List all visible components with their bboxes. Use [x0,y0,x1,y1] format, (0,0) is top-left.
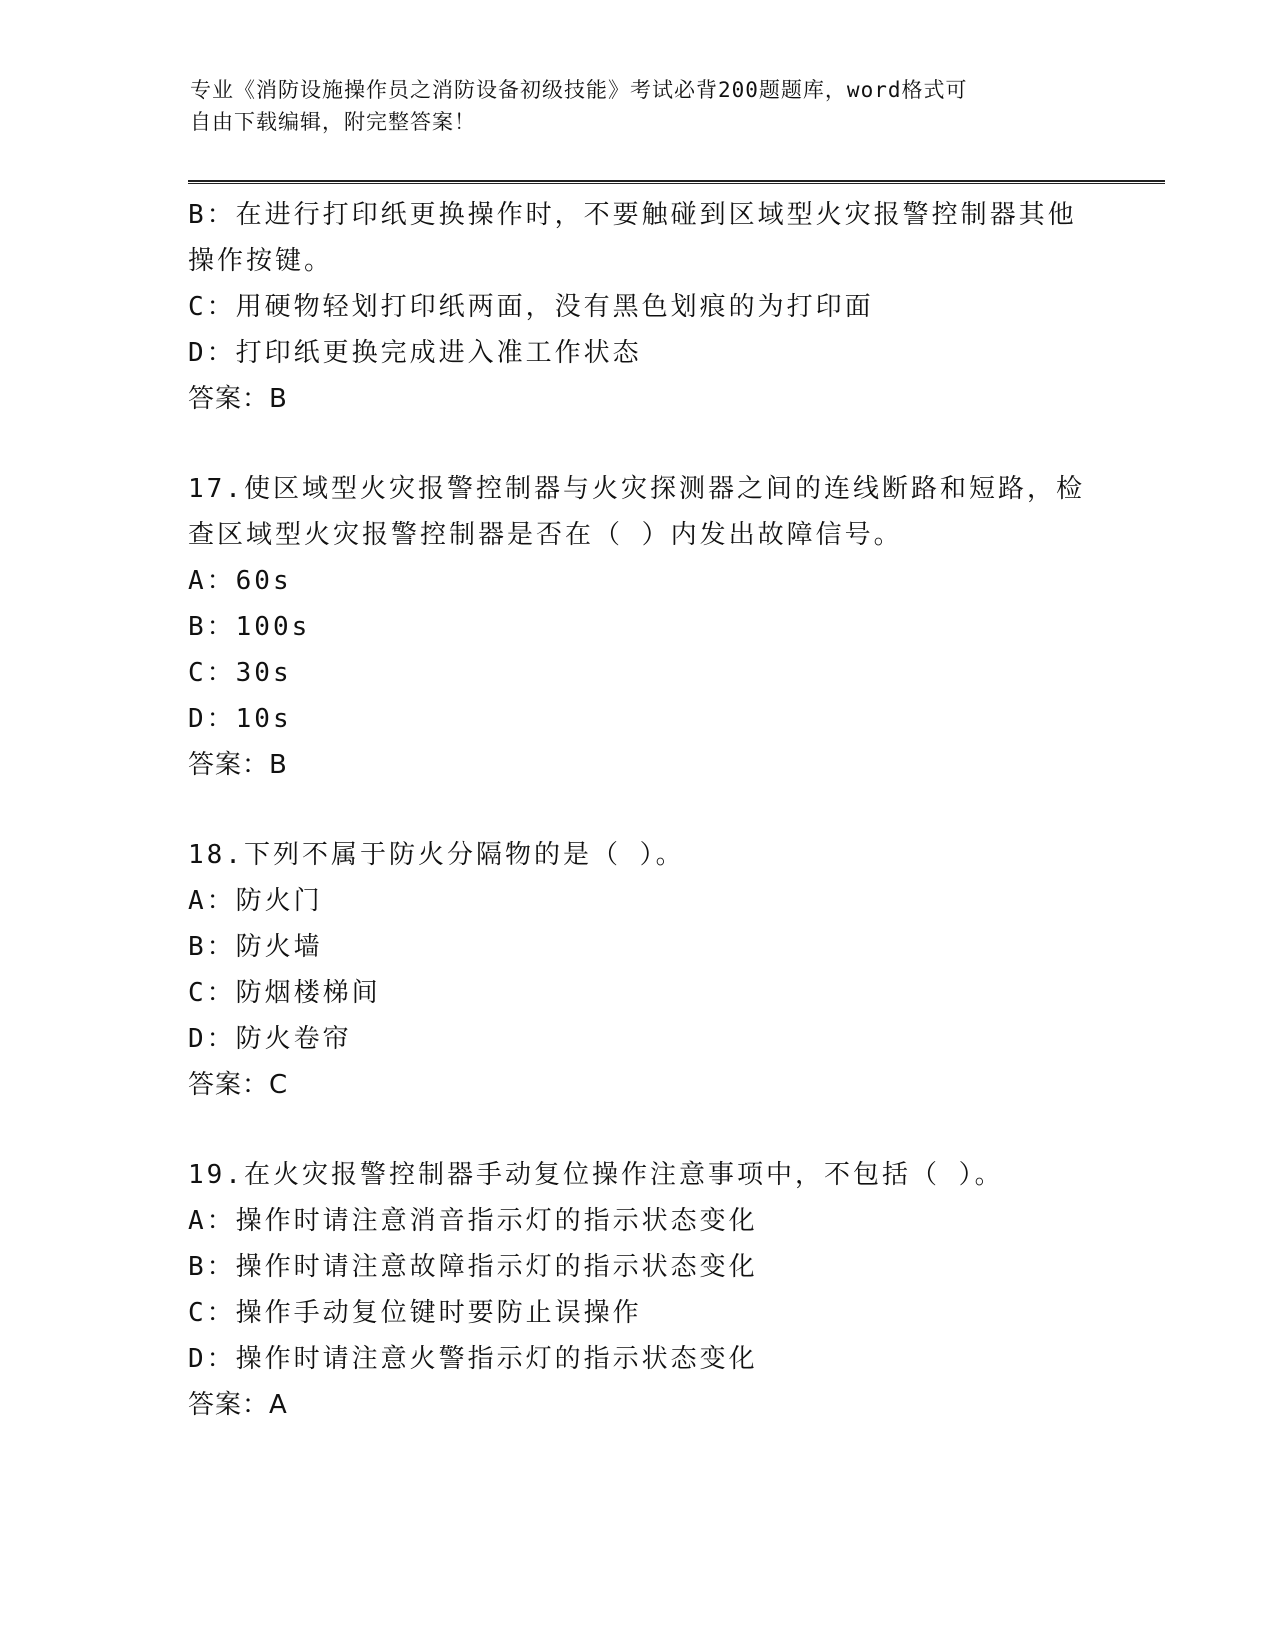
question-19-option-c: C：操作手动复位键时要防止误操作 [188,1298,642,1328]
question-17-option-b: B：100s [188,612,311,642]
question-spacer [188,422,1088,466]
question-18-answer: 答案：C [188,1070,289,1100]
question-spacer [188,788,1088,832]
question-17-stem-line-2: 查区域型火灾报警控制器是否在（ ）内发出故障信号。 [188,520,903,550]
header-divider [188,180,1165,184]
question-19-stem: 19.在火灾报警控制器手动复位操作注意事项中，不包括（ ）。 [188,1160,1004,1190]
question-17-option-d: D：10s [188,704,292,734]
question-19-answer: 答案：A [188,1390,288,1420]
question-19-option-b: B：操作时请注意故障指示灯的指示状态变化 [188,1252,758,1282]
question-18 [188,832,1088,1108]
question-list [188,192,1088,1428]
question-18-option-c: C：防烟楼梯间 [188,978,381,1008]
question-16-answer: 答案：B [188,384,288,414]
question-17-option-a: A：60s [188,566,292,596]
question-18-option-a: A：防火门 [188,886,323,916]
question-19-option-a: A：操作时请注意消音指示灯的指示状态变化 [188,1206,758,1236]
question-18-option-d: D：防火卷帘 [188,1024,352,1054]
question-17 [188,466,1088,788]
question-19 [188,1152,1088,1428]
question-16-option-c: C：用硬物轻划打印纸两面，没有黑色划痕的为打印面 [188,292,874,322]
question-16-option-d: D：打印纸更换完成进入准工作状态 [188,338,642,368]
header-title-line-1: 专业《消防设施操作员之消防设备初级技能》考试必背200题题库，word格式可 [190,78,968,102]
question-17-stem-line-1: 17.使区域型火灾报警控制器与火灾探测器之间的连线断路和短路，检 [188,474,1085,504]
question-spacer [188,1108,1088,1152]
document-header [190,74,1090,138]
question-17-answer: 答案：B [188,750,288,780]
question-18-stem: 18.下列不属于防火分隔物的是（ ）。 [188,840,685,870]
question-19-option-d: D：操作时请注意火警指示灯的指示状态变化 [188,1344,758,1374]
question-16-option-b-line-1: B：在进行打印纸更换操作时，不要触碰到区域型火灾报警控制器其他 [188,200,1077,230]
question-16-option-b-line-2: 操作按键。 [188,246,334,276]
question-17-option-c: C：30s [188,658,292,688]
header-title-line-2: 自由下载编辑，附完整答案！ [190,110,476,134]
question-16 [188,192,1088,422]
question-18-option-b: B：防火墙 [188,932,323,962]
